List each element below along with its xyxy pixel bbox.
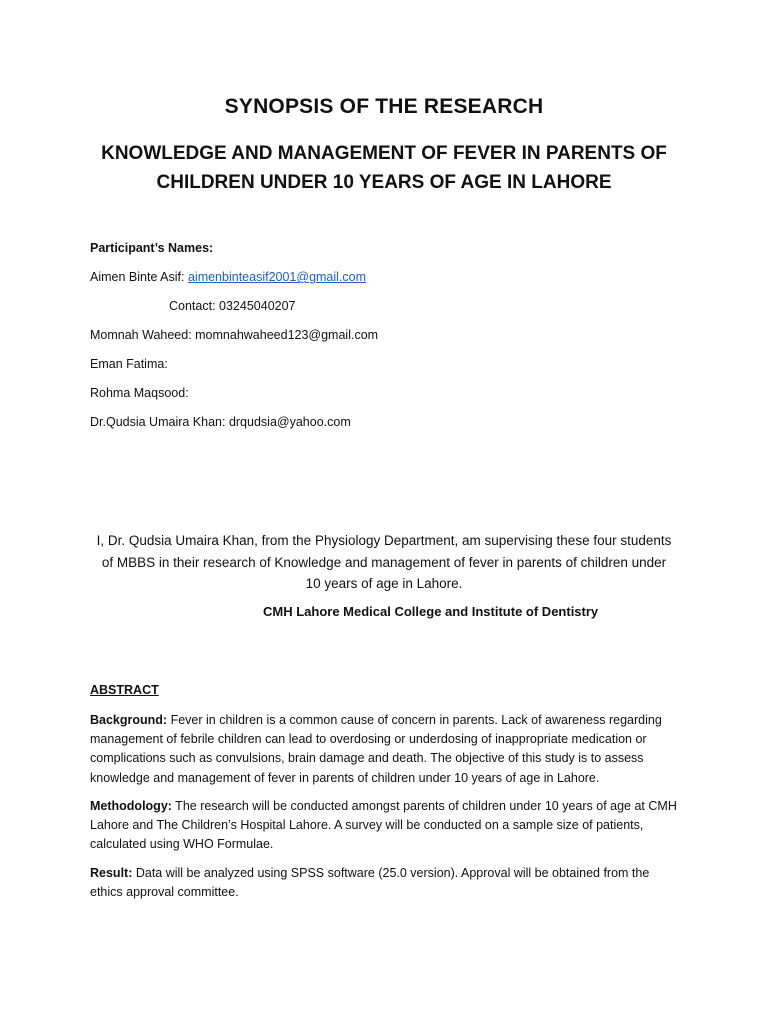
participant-3: Eman Fatima: xyxy=(90,357,168,371)
research-title-line-1: KNOWLEDGE AND MANAGEMENT OF FEVER IN PARENTS OF xyxy=(101,143,667,164)
participant-1-email-link[interactable]: aimenbinteasif2001@gmail.com xyxy=(187,270,367,284)
abstract-heading: ABSTRACT xyxy=(90,683,159,697)
background-label: Background: xyxy=(90,713,168,727)
abstract-background xyxy=(90,711,680,788)
abstract-methodology xyxy=(90,797,680,855)
participant-2: Momnah Waheed: momnahwaheed123@gmail.com xyxy=(90,328,379,342)
supervision-line-1: I, Dr. Qudsia Umaira Khan, from the Physiology Department, am supervising these four students xyxy=(96,533,672,548)
participants-heading: Participant’s Names: xyxy=(90,241,214,255)
document-title: SYNOPSIS OF THE RESEARCH xyxy=(224,95,544,118)
background-text: Fever in children is a common cause of concern in parents. Lack of awareness regarding management of febrile children can lead to overdosing or underdosing of inappropriate medication or complications such as convulsions, brain damage and death. The objective of this study is to assess knowledge and management of fever in parents of children under 10 years of age in Lahore. xyxy=(90,713,662,785)
result-label: Result: xyxy=(90,866,133,880)
participant-1-contact: Contact: 03245040207 xyxy=(169,299,296,313)
research-title xyxy=(60,139,708,197)
research-title-line-2: CHILDREN UNDER 10 YEARS OF AGE IN LAHORE xyxy=(156,172,612,193)
participant-4: Rohma Maqsood: xyxy=(90,386,189,400)
participant-1-name: Aimen Binte Asif: xyxy=(90,270,188,284)
abstract-result xyxy=(90,864,680,902)
supervision-line-3: 10 years of age in Lahore. xyxy=(305,576,463,591)
supervision-line-2: of MBBS in their research of Knowledge and management of fever in parents of children under xyxy=(101,554,667,570)
result-text: Data will be analyzed using SPSS software (25.0 version). Approval will be obtained from the ethics approval committee. xyxy=(90,866,650,900)
participant-1 xyxy=(90,270,366,284)
institution-name: CMH Lahore Medical College and Institute of Dentistry xyxy=(263,604,599,619)
supervision-statement xyxy=(80,530,688,595)
methodology-text: The research will be conducted amongst parents of children under 10 years of age at CMH Lahore and The Children’s Hospital Lahore. A survey will be conducted on a sample size of patients, calculated using WHO Formulae. xyxy=(90,799,677,852)
methodology-label: Methodology: xyxy=(90,799,172,813)
participant-5: Dr.Qudsia Umaira Khan: drqudsia@yahoo.com xyxy=(90,415,351,429)
